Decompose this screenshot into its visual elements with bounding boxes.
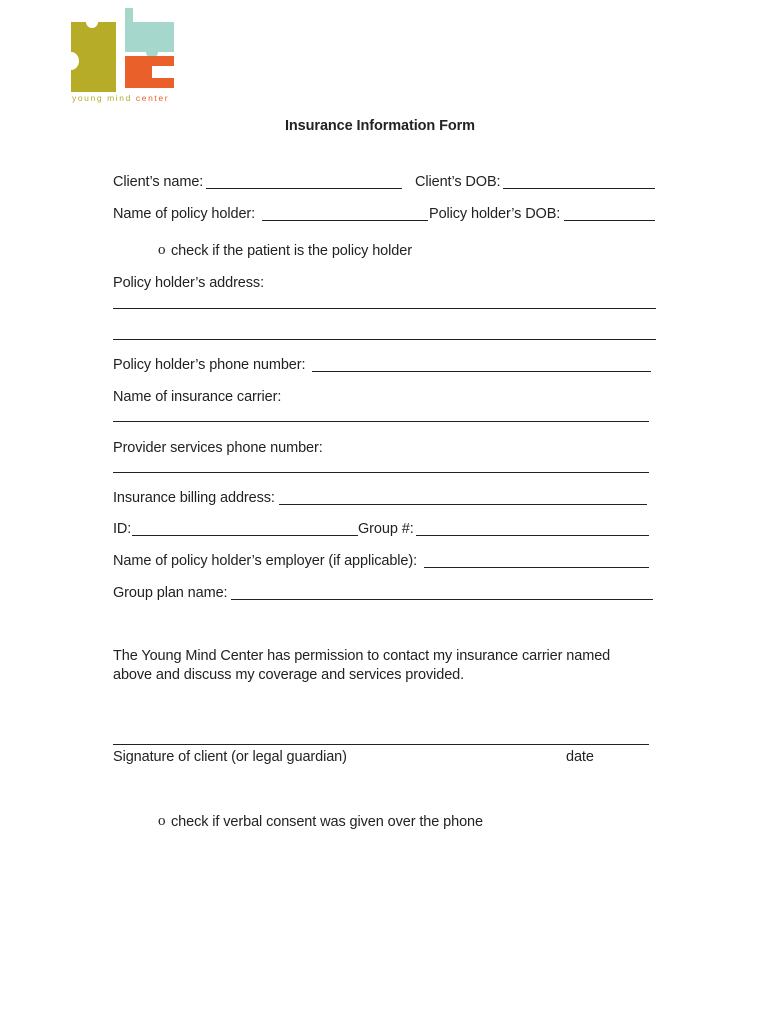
employer-field[interactable] <box>424 567 649 568</box>
provider-phone-label: Provider services phone number: <box>113 440 323 456</box>
group-plan-field[interactable] <box>231 599 653 600</box>
logo-text-young-mind: young mind <box>72 93 136 103</box>
logo-mark <box>70 8 180 92</box>
logo-olive-piece <box>71 22 116 92</box>
holder-phone-label: Policy holder’s phone number: <box>113 357 306 373</box>
policy-holder-dob-field[interactable] <box>564 220 655 221</box>
permission-statement-line2: above and discuss my coverage and services provided. <box>113 667 465 683</box>
signature-label: Signature of client (or legal guardian) <box>113 749 347 765</box>
policy-holder-name-field[interactable] <box>262 220 428 221</box>
policy-holder-dob-label: Policy holder’s DOB: <box>429 206 561 222</box>
client-dob-field[interactable] <box>503 188 655 189</box>
holder-address-label: Policy holder’s address: <box>113 275 265 291</box>
client-dob-label: Client’s DOB: <box>415 174 501 190</box>
patient-is-holder-checkbox[interactable]: o <box>158 242 166 258</box>
young-mind-center-logo <box>70 8 180 108</box>
patient-is-holder-label: check if the patient is the policy holder <box>171 243 412 259</box>
logo-orange-piece <box>125 56 174 88</box>
verbal-consent-label: check if verbal consent was given over the phone <box>171 814 483 830</box>
group-label: Group #: <box>358 521 414 537</box>
logo-text-center: center <box>135 93 170 103</box>
billing-address-label: Insurance billing address: <box>113 490 275 506</box>
client-name-label: Client’s name: <box>113 174 204 190</box>
id-label: ID: <box>113 521 132 537</box>
permission-statement-line1: The Young Mind Center has permission to contact my insurance carrier named <box>113 648 611 664</box>
provider-phone-field[interactable] <box>113 472 649 473</box>
holder-address-field-line2[interactable] <box>113 339 656 340</box>
employer-label: Name of policy holder’s employer (if applicable): <box>113 553 418 569</box>
holder-phone-field[interactable] <box>312 371 651 372</box>
client-name-field[interactable] <box>206 188 402 189</box>
carrier-name-field[interactable] <box>113 421 649 422</box>
carrier-name-label: Name of insurance carrier: <box>113 389 282 405</box>
group-plan-label: Group plan name: <box>113 585 228 601</box>
logo-mint-piece <box>125 8 174 58</box>
verbal-consent-checkbox[interactable]: o <box>158 813 166 829</box>
date-label: date <box>566 749 594 765</box>
id-field[interactable] <box>132 535 358 536</box>
group-field[interactable] <box>416 535 649 536</box>
form-title: Insurance Information Form <box>285 118 475 134</box>
billing-address-field[interactable] <box>279 504 647 505</box>
policy-holder-name-label: Name of policy holder: <box>113 206 256 222</box>
signature-field[interactable] <box>113 744 649 745</box>
holder-address-field-line1[interactable] <box>113 308 656 309</box>
